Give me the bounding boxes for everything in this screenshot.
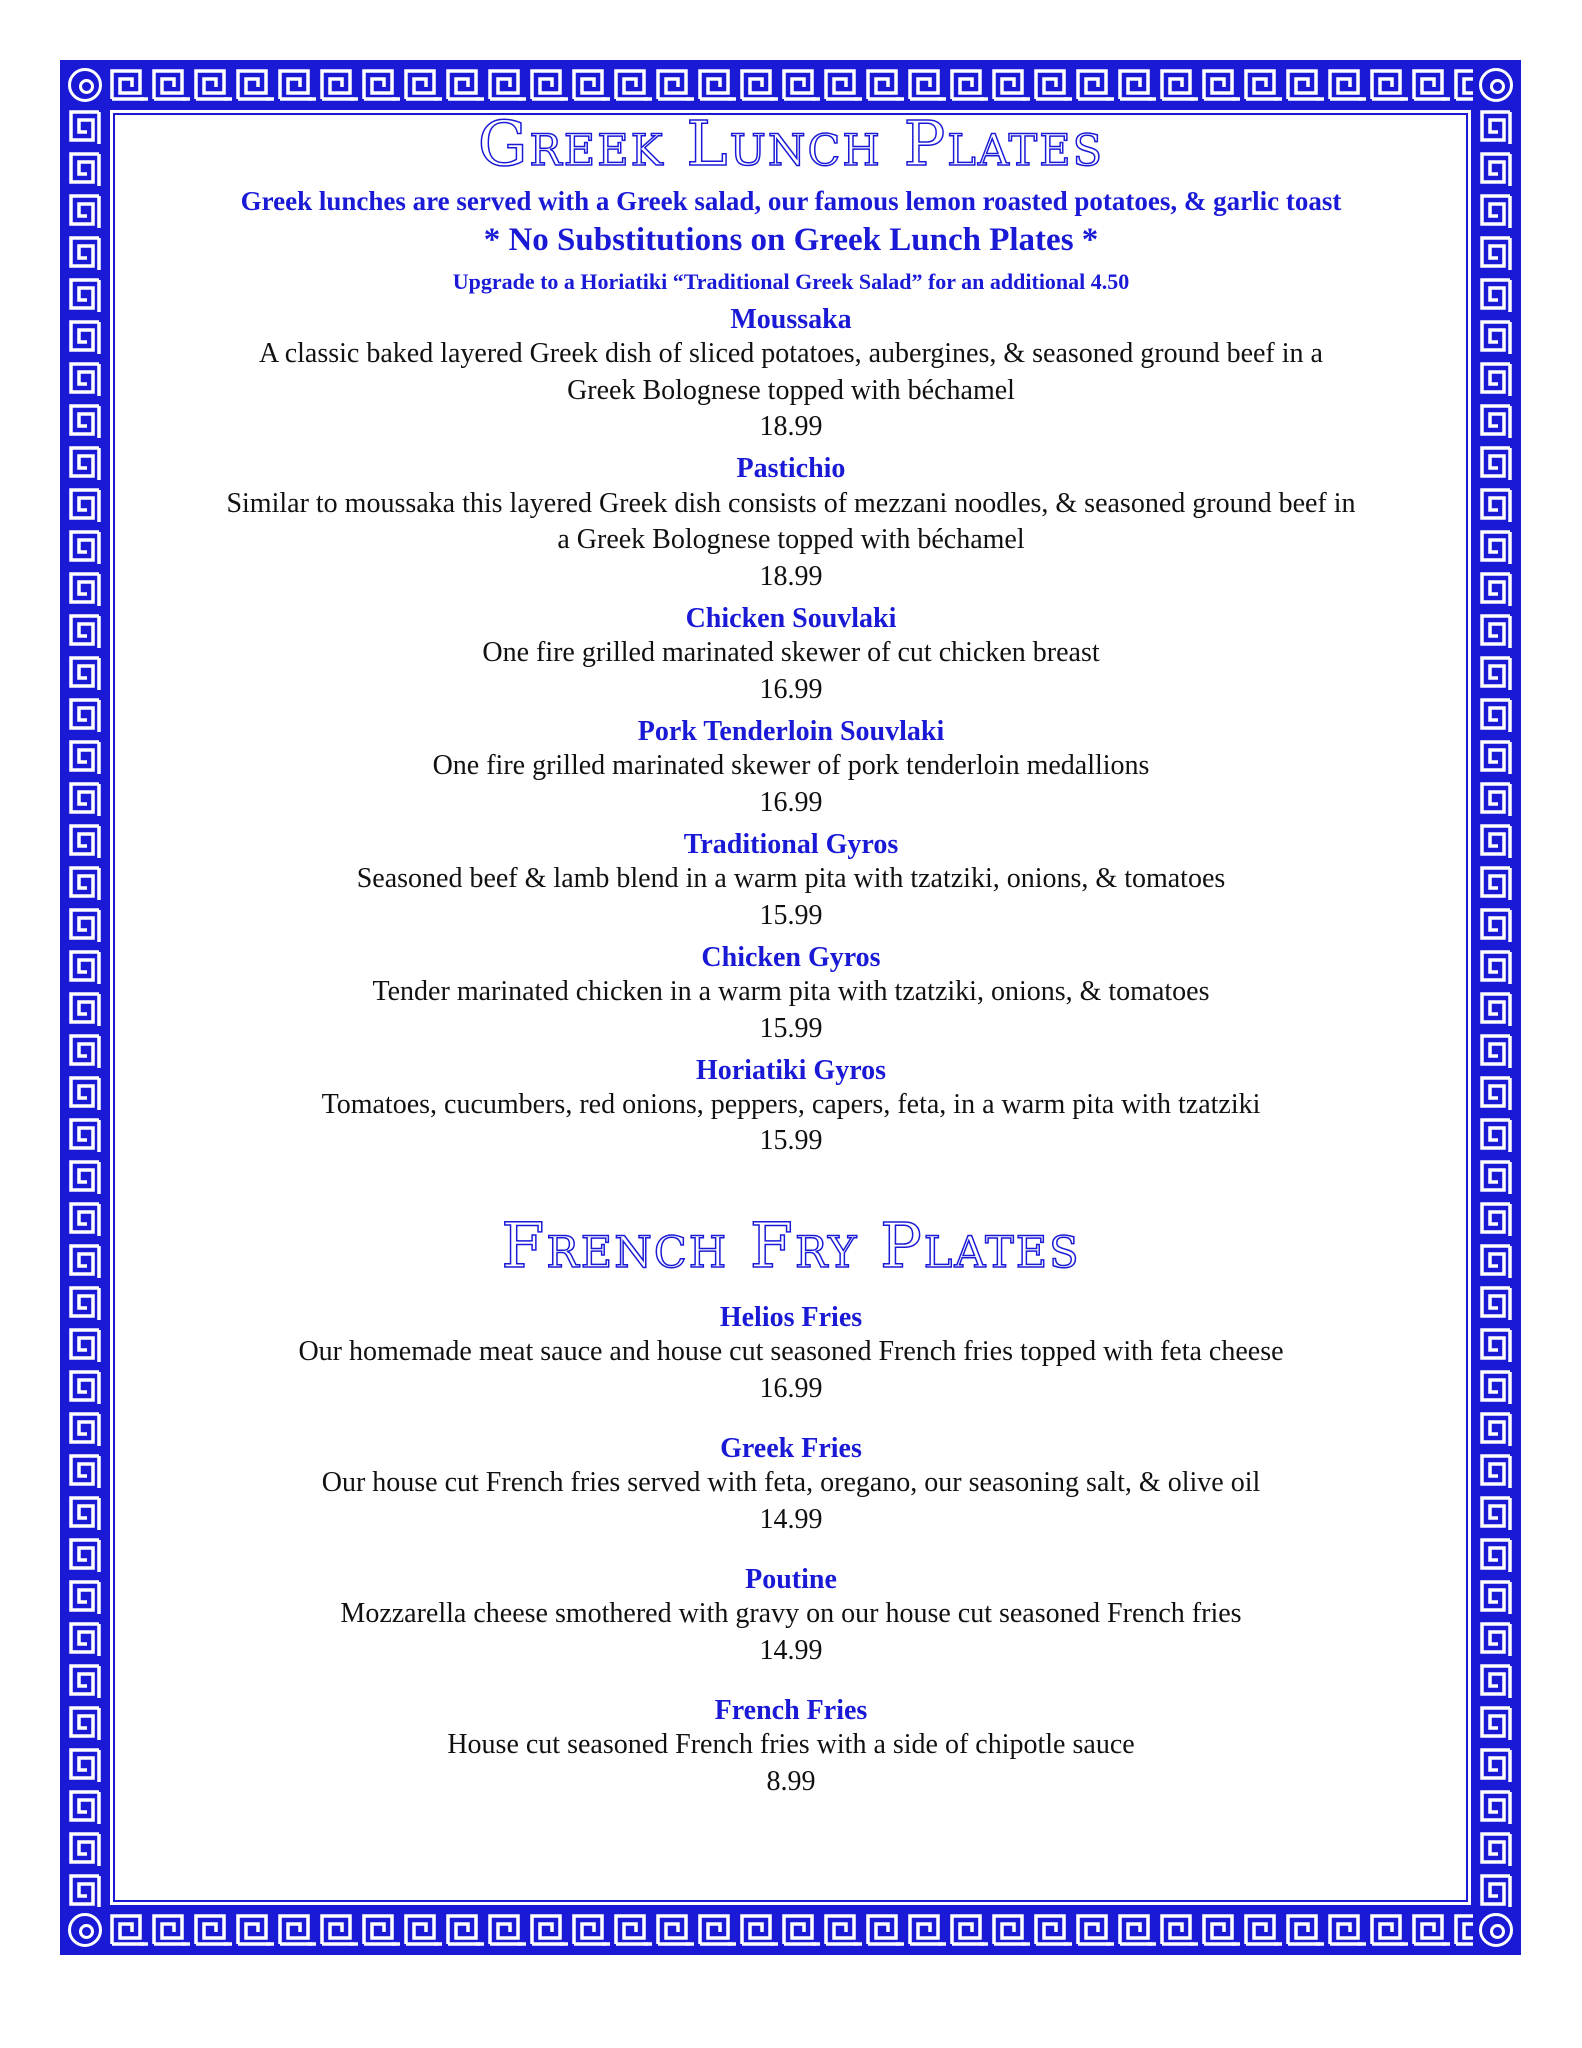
item-price: 15.99 xyxy=(759,1125,823,1157)
item-description: One fire grilled marinated skewer of pork tenderloin medallions xyxy=(432,750,1150,782)
corner-ornament-icon xyxy=(1471,60,1521,110)
menu-item xyxy=(110,602,1472,707)
item-description: Our house cut French fries served with feta, oregano, our seasoning salt, & olive oil xyxy=(321,1467,1261,1499)
item-name: Horiatiki Gyros xyxy=(695,1054,887,1086)
item-description: A classic baked layered Greek dish of sliced potatoes, aubergines, & seasoned ground beef in a Greek Bolognese topped with béchamel xyxy=(259,338,1323,406)
menu-item xyxy=(110,715,1472,820)
item-description: Mozzarella cheese smothered with gravy on our house cut seasoned French fries xyxy=(340,1598,1242,1630)
item-name: Chicken Gyros xyxy=(701,941,881,973)
item-price: 14.99 xyxy=(759,1634,823,1666)
item-name: Pork Tenderloin Souvlaki xyxy=(637,715,945,747)
french-fry-items xyxy=(110,1301,1472,1799)
item-description: House cut seasoned French fries with a side of chipotle sauce xyxy=(447,1729,1135,1761)
item-description: Seasoned beef & lamb blend in a warm pita with tzatziki, onions, & tomatoes xyxy=(356,863,1226,895)
corner-ornament-icon xyxy=(1471,1905,1521,1955)
corner-ornament-icon xyxy=(60,1905,110,1955)
item-price: 8.99 xyxy=(766,1765,816,1797)
menu-item xyxy=(110,828,1472,933)
item-description: One fire grilled marinated skewer of cut chicken breast xyxy=(482,637,1100,669)
menu-item xyxy=(110,1432,1472,1537)
item-description: Tender marinated chicken in a warm pita with tzatziki, onions, & tomatoes xyxy=(372,976,1210,1008)
menu-item xyxy=(110,1694,1472,1799)
item-price: 18.99 xyxy=(759,560,823,592)
item-price: 18.99 xyxy=(759,411,823,443)
item-price: 14.99 xyxy=(759,1503,823,1535)
menu-item xyxy=(110,1054,1472,1159)
menu-item xyxy=(110,1301,1472,1406)
border-top xyxy=(60,60,1521,110)
item-price: 16.99 xyxy=(759,1372,823,1404)
border-left xyxy=(60,60,110,1955)
greek-lunch-items xyxy=(110,303,1472,1159)
item-name: Chicken Souvlaki xyxy=(685,602,897,634)
menu-item xyxy=(110,1563,1472,1668)
french-fry-title: French Fry Plates xyxy=(501,1209,1081,1283)
item-description: Tomatoes, cucumbers, red onions, peppers, capers, feta, in a warm pita with tzatziki xyxy=(321,1089,1261,1121)
item-price: 16.99 xyxy=(759,673,823,705)
item-price: 15.99 xyxy=(759,899,823,931)
item-price: 16.99 xyxy=(759,786,823,818)
menu-content xyxy=(110,107,1472,1799)
item-name: Traditional Gyros xyxy=(683,828,899,860)
greek-lunch-intro: Greek lunches are served with a Greek salad, our famous lemon roasted potatoes, & garlic toast xyxy=(240,186,1342,217)
item-price: 15.99 xyxy=(759,1012,823,1044)
item-name: Greek Fries xyxy=(720,1432,862,1464)
no-substitutions-note: * No Substitutions on Greek Lunch Plates * xyxy=(483,221,1099,258)
item-name: Moussaka xyxy=(730,303,852,335)
border-bottom xyxy=(60,1905,1521,1955)
item-description: Similar to moussaka this layered Greek dish consists of mezzani noodles, & seasoned ground beef in a Greek Bolognese topped with béchamel xyxy=(226,487,1356,556)
menu-item xyxy=(110,303,1472,444)
salad-upgrade-note: Upgrade to a Horiatiki “Traditional Greek Salad” for an additional 4.50 xyxy=(452,268,1130,294)
item-name: French Fries xyxy=(714,1694,868,1726)
greek-lunch-title: Greek Lunch Plates xyxy=(477,107,1105,180)
menu-item xyxy=(110,452,1472,593)
item-name: Helios Fries xyxy=(719,1301,863,1333)
border-right xyxy=(1471,60,1521,1955)
item-name: Pastichio xyxy=(736,453,846,485)
item-name: Poutine xyxy=(745,1563,837,1595)
corner-ornament-icon xyxy=(60,60,110,110)
menu-item xyxy=(110,941,1472,1046)
item-description: Our homemade meat sauce and house cut seasoned French fries topped with feta cheese xyxy=(298,1336,1284,1368)
